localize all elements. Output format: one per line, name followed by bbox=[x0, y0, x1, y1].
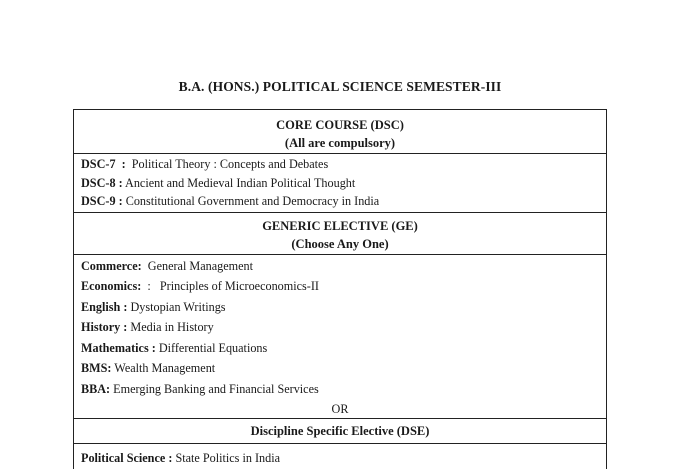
list-item bbox=[74, 297, 606, 318]
list-item bbox=[74, 192, 606, 211]
document-title: B.A. (HONS.) POLITICAL SCIENCE SEMESTER-III bbox=[178, 79, 502, 94]
course-title: Emerging Banking and Financial Services bbox=[110, 382, 319, 397]
dse-list bbox=[74, 444, 606, 469]
core-course-header bbox=[74, 110, 606, 153]
list-item bbox=[74, 379, 606, 400]
subject-label: History : bbox=[81, 320, 128, 335]
core-course-heading: CORE COURSE (DSC) bbox=[276, 118, 404, 132]
subject-label: BMS: bbox=[81, 361, 112, 376]
course-title: State Politics in India bbox=[172, 450, 281, 465]
generic-elective-subheading: (Choose Any One) bbox=[291, 236, 389, 251]
core-course-subheading: (All are compulsory) bbox=[284, 136, 396, 150]
list-item bbox=[74, 448, 606, 469]
list-item bbox=[74, 256, 606, 277]
list-item bbox=[74, 155, 606, 174]
list-item bbox=[74, 358, 606, 379]
course-code: DSC-7 : bbox=[81, 157, 126, 171]
course-title: Political Theory : Concepts and Debates bbox=[125, 157, 329, 171]
course-title: : Principles of Microeconomics-II bbox=[141, 279, 319, 294]
or-separator: OR bbox=[331, 401, 349, 416]
generic-elective-list bbox=[74, 255, 606, 418]
course-table bbox=[73, 109, 607, 469]
course-code: DSC-8 : bbox=[81, 175, 123, 190]
subject-label: English : bbox=[81, 299, 128, 314]
course-title: General Management bbox=[141, 258, 254, 273]
course-title: Differential Equations bbox=[155, 340, 268, 355]
dse-heading: Discipline Specific Elective (DSE) bbox=[250, 423, 430, 438]
subject-label: Mathematics : bbox=[81, 340, 156, 355]
list-item bbox=[74, 276, 606, 297]
generic-elective-heading: GENERIC ELECTIVE (GE) bbox=[262, 218, 418, 233]
subject-label: Economics: bbox=[81, 279, 142, 294]
core-course-list bbox=[74, 154, 606, 212]
course-title: Constitutional Government and Democracy in India bbox=[122, 194, 380, 208]
course-title: Dystopian Writings bbox=[127, 299, 226, 314]
subject-label: Commerce: bbox=[81, 258, 142, 273]
list-item bbox=[74, 317, 606, 338]
list-item bbox=[74, 338, 606, 359]
course-title: Ancient and Medieval Indian Political Thought bbox=[122, 175, 356, 190]
subject-label: Political Science : bbox=[81, 450, 173, 465]
course-title: Wealth Management bbox=[111, 361, 216, 376]
generic-elective-header bbox=[74, 213, 606, 254]
course-code: DSC-9 : bbox=[81, 194, 123, 208]
subject-label: BBA: bbox=[81, 382, 111, 397]
course-title: Media in History bbox=[127, 320, 214, 335]
list-item bbox=[74, 174, 606, 193]
